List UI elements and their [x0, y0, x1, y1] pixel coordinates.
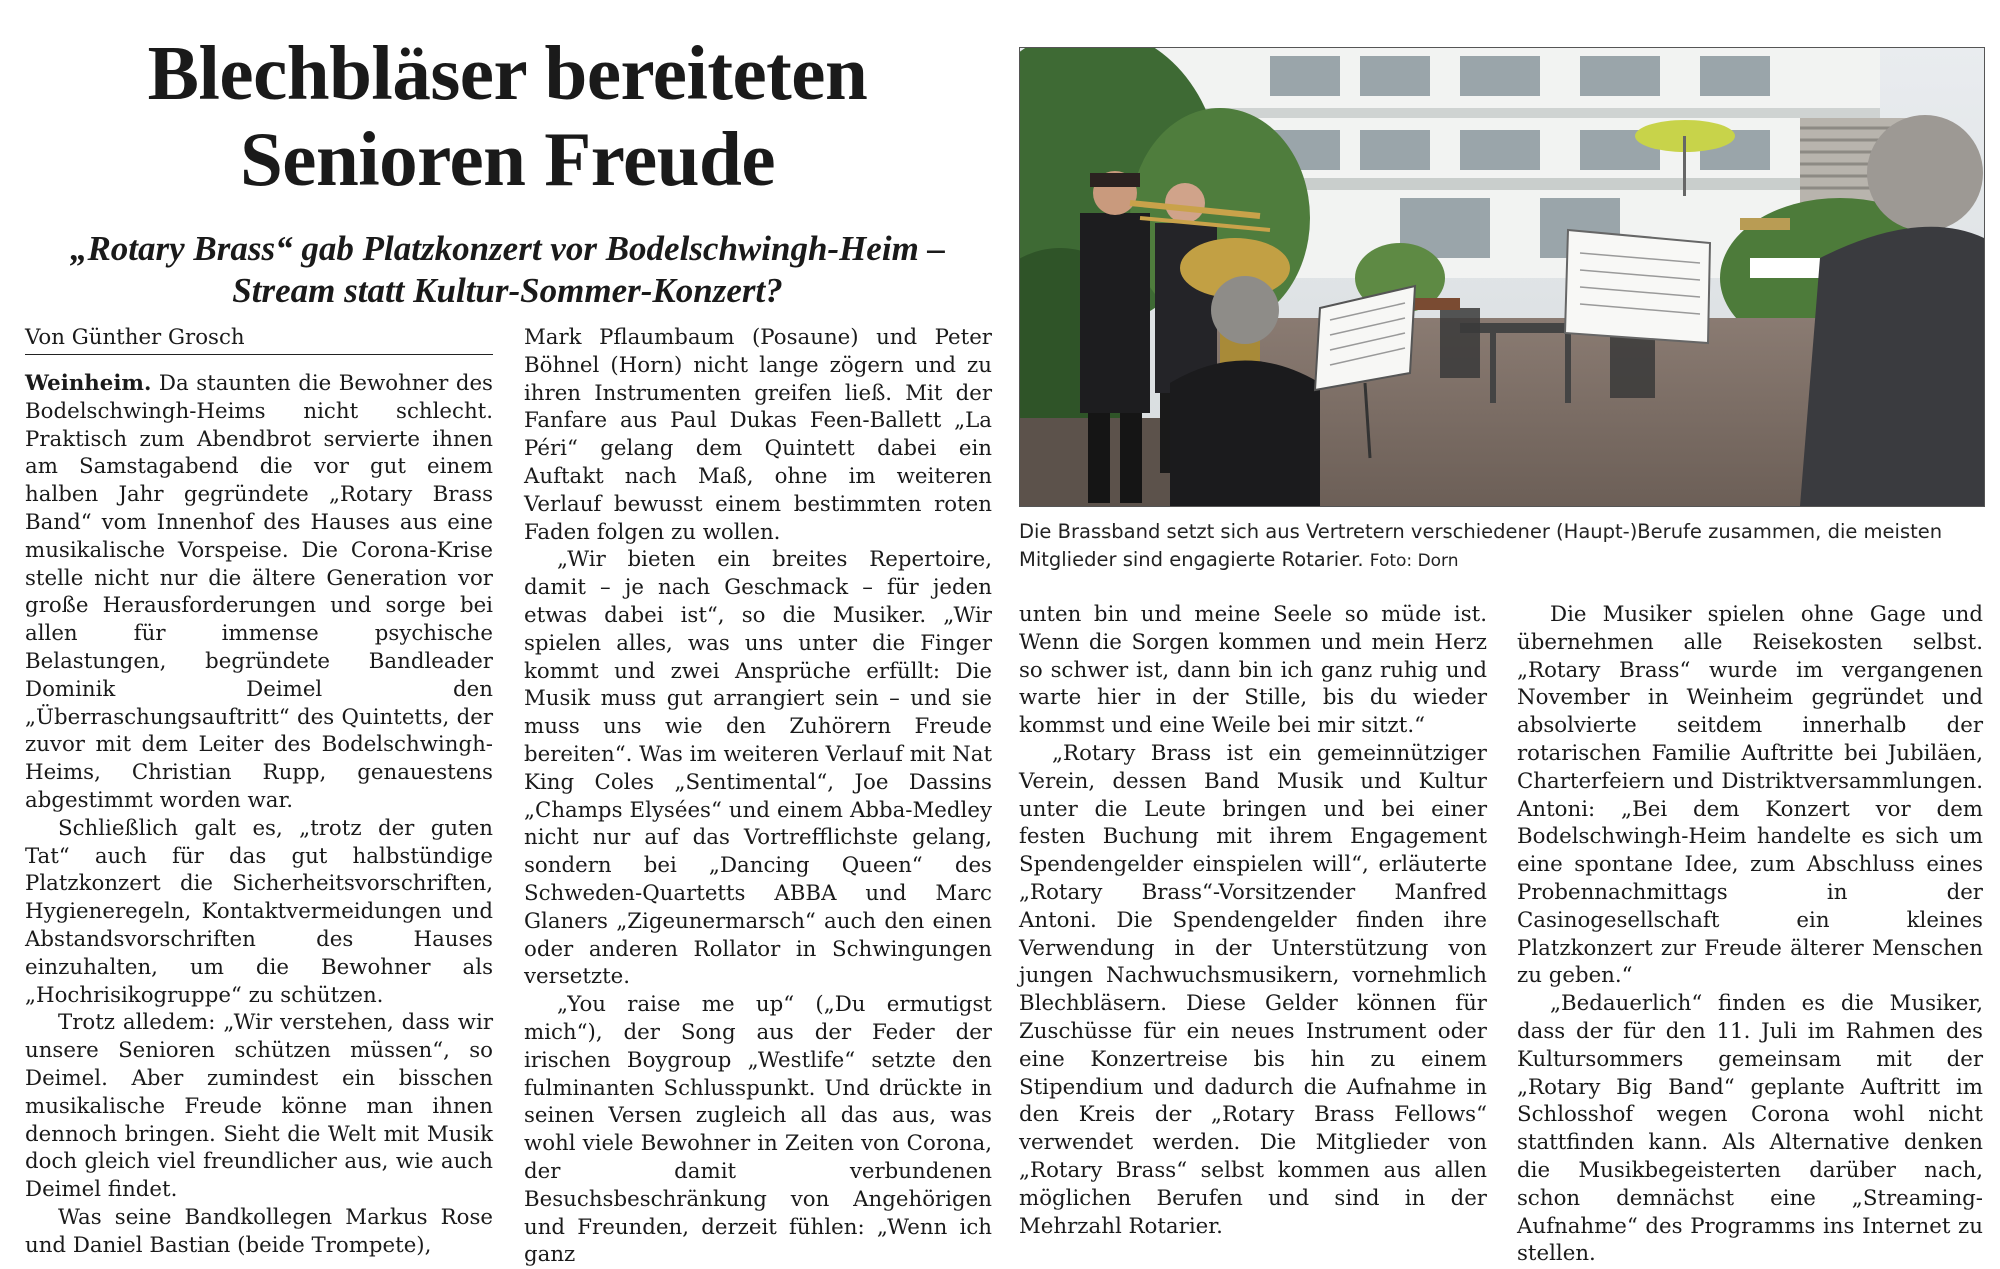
article-column-3 [1019, 601, 1487, 1240]
article-paragraph: Die Musiker spielen ohne Gage und übernehmen alle Reisekosten selbst. „Rotary Brass“ wurde im vergangenen November in Weinheim gegründet und absolvierte seitdem innerhalb der rotarischen Familie Auftritte bei Jubiläen, Charterfeiern und Distriktversammlungen. Antoni: „Bei dem Konzert vor dem Bodelschwingh-Heim handelte es sich um eine spontane Idee, zum Abschluss eines Probennachmittags in der Casinogesellschaft ein kleines Platzkonzert zur Freude älterer Menschen zu geben.“ [1517, 602, 1983, 989]
article-paragraph [25, 370, 493, 815]
headline-line-2: Senioren Freude [239, 116, 776, 202]
dateline: Weinheim. [25, 371, 152, 396]
headline-line-1: Blechbläser bereiteten [147, 30, 868, 116]
subheadline-line-2: Stream statt Kultur-Sommer-Konzert? [232, 271, 783, 310]
article-paragraph: Trotz alledem: „Wir verstehen, dass wir unsere Senioren schützen müssen“, so Deimel. Aber zumindest ein bisschen musikalische Freude könne man ihnen dennoch bringen. Sieht die Welt mit Musik doch gleich viel freundlicher aus, wie auch Deimel findet. [25, 1010, 493, 1203]
photo-caption [1019, 518, 1983, 575]
subheadline [20, 228, 995, 312]
article-paragraph: „You raise me up“ („Du ermutigst mich“), der Song aus der Feder der irischen Boygroup „Westlife“ setzte den fulminanten Schlusspunkt. Und drückte in seinen Versen zugleich all das aus, was wohl viele Bewohner in Zeiten von Corona, der damit verbundenen Besuchsbeschränkung von Angehörigen und Freunden, derzeit fühlen: „Wenn ich ganz [524, 992, 992, 1268]
article-paragraph: „Bedauerlich“ finden es die Musiker, dass der für den 11. Juli im Rahmen des Kultursommers gemeinsam mit der „Rotary Big Band“ geplante Auftritt im Schlosshof wegen Corona wohl nicht stattfinden kann. Als Alternative denken die Musikbegeisterten darüber nach, schon demnächst eine „Streaming-Aufnahme“ des Programms ins Internet zu stellen. [1517, 991, 1983, 1267]
article-paragraph: Schließlich galt es, „trotz der guten Tat“ auch für das gut halbstündige Platzkonzert die Sicherheitsvorschriften, Hygieneregeln, Kontaktvermeidungen und Abstandsvorschriften des Hauses einzuhalten, um die Bewohner als „Hochrisikogruppe“ zu schützen. [25, 815, 493, 1008]
article-column-1 [25, 370, 493, 1260]
article-column-4 [1517, 601, 1983, 1268]
article-column-2 [524, 324, 992, 1269]
paragraph-text: Da staunten die Bewohner des Bodelschwingh-Heims nicht schlecht. Praktisch zum Abendbrot servierte ihnen am Samstagabend die vor gut einem halben Jahr gegründete „Rotary Brass Band“ vom Innenhof des Hauses aus eine musikalische Vorspeise. Die Corona-Krise stelle nicht nur die ältere Generation vor große Herausforderungen und sorge bei allen für immense psychische Belastungen, begründete Bandleader Dominik Deimel den „Überraschungsauftritt“ des Quintetts, der zuvor mit dem Leiter des Bodelschwingh-Heims, Christian Rupp, genauestens abgestimmt worden war. [25, 371, 493, 813]
headline [20, 30, 995, 202]
caption-text: Die Brassband setzt sich aus Vertretern verschiedener (Haupt-)Berufe zusammen, die meisten Mitglieder sind engagierte Rotarier. [1019, 520, 1943, 571]
photo-credit: Foto: Dorn [1369, 551, 1459, 571]
brass-band-photo-illustration [1020, 48, 1984, 506]
article-paragraph: Was seine Bandkollegen Markus Rose und Daniel Bastian (beide Trompete), [25, 1204, 493, 1258]
concert-photo [1019, 47, 1985, 507]
byline: Von Günther Grosch [25, 324, 493, 355]
article-paragraph: Mark Pflaumbaum (Posaune) und Peter Böhnel (Horn) nicht lange zögern und zu ihren Instrumenten greifen ließ. Mit der Fanfare aus Paul Dukas Feen-Ballett „La Péri“ gelang dem Quintett dabei ein Auftakt nach Maß, ohne im weiteren Verlauf bewusst einem bestimmten roten Faden folgen zu wollen. [524, 325, 992, 545]
article-paragraph: „Wir bieten ein breites Repertoire, damit – je nach Geschmack – für jeden etwas dabei ist“, so die Musiker. „Wir spielen alles, was uns unter die Finger kommt und zwei Ansprüche erfüllt: Die Musik muss gut arrangiert sein – und sie muss uns wie den Zuhörern Freude bereiten“. Was im weiteren Verlauf mit Nat King Coles „Sentimental“, Joe Dassins „Champs Elysées“ und einem Abba-Medley nicht nur auf das Vortrefflichste gelang, sondern bei „Dancing Queen“ des Schweden-Quartetts ABBA und Marc Glaners „Zigeunermarsch“ auch den einen oder anderen Rollator in Schwingungen versetzte. [524, 547, 992, 990]
article-paragraph: unten bin und meine Seele so müde ist. Wenn die Sorgen kommen und mein Herz so schwer ist, dann bin ich ganz ruhig und warte hier in der Stille, bis du wieder kommst und eine Weile bei mir sitzt.“ [1019, 602, 1487, 739]
subheadline-line-1: „Rotary Brass“ gab Platzkonzert vor Bodelschwingh-Heim – [69, 229, 946, 268]
article-paragraph: „Rotary Brass ist ein gemeinnütziger Verein, dessen Band Musik und Kultur unter die Leute bringen und bei einer festen Buchung mit ihrem Engagement Spendengelder einspielen will“, erläuterte „Rotary Brass“-Vorsitzender Manfred Antoni. Die Spendengelder finden ihre Verwendung in der Unterstützung von jungen Nachwuchsmusikern, vornehmlich Blechbläsern. Diese Gelder können für Zuschüsse für ein neues Instrument oder eine Konzertreise bis hin zu einem Stipendium und dadurch die Aufnahme in den Kreis der „Rotary Brass Fellows“ verwendet werden. Die Mitglieder von „Rotary Brass“ selbst kommen aus allen möglichen Berufen und sind in der Mehrzahl Rotarier. [1019, 740, 1487, 1239]
